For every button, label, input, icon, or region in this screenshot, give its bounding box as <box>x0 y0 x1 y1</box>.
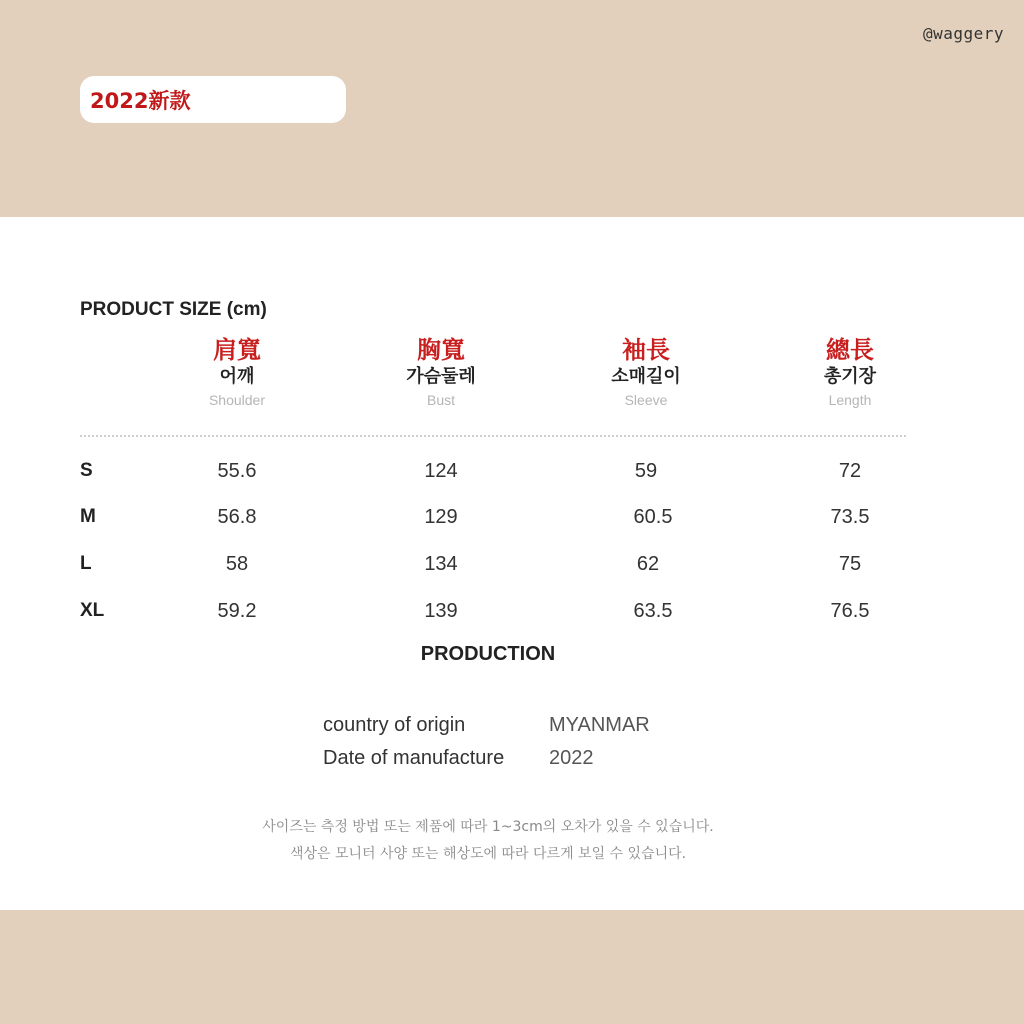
column-label-ko: 가슴둘레 <box>406 366 476 387</box>
table-cell: 62 <box>636 553 660 575</box>
column-label-zh: 胸寬 <box>417 336 465 364</box>
color-disclaimer-note: 색상은 모니터 사양 또는 해상도에 따라 다르게 보일 수 있습니다. <box>289 846 687 862</box>
table-cell: 60.5 <box>633 506 673 528</box>
table-cell: 129 <box>424 506 458 528</box>
column-header-sleeve <box>566 335 726 411</box>
column-header-length <box>770 335 930 411</box>
dotted-divider <box>80 435 906 437</box>
production-key: country of origin <box>323 714 466 736</box>
table-cell: 59.2 <box>217 600 257 622</box>
column-label-zh: 袖長 <box>622 336 670 364</box>
table-cell: 59 <box>634 460 658 482</box>
size-disclaimer-note: 사이즈는 측정 방법 또는 제품에 따라 1~3cm의 오차가 있을 수 있습니다. <box>262 819 714 835</box>
year-badge-text: 2022新款 <box>90 88 191 113</box>
table-cell: 58 <box>225 553 249 575</box>
size-info-panel <box>0 217 1024 910</box>
column-label-ko: 어깨 <box>219 366 255 387</box>
column-label-en: Shoulder <box>208 392 266 408</box>
table-cell: 55.6 <box>217 460 257 482</box>
table-cell: 56.8 <box>217 506 257 528</box>
size-label: XL <box>80 600 105 621</box>
column-label-zh: 總長 <box>826 336 874 364</box>
table-cell: 75 <box>838 553 862 575</box>
table-cell: 73.5 <box>830 506 870 528</box>
production-row <box>0 710 1024 740</box>
production-title: PRODUCTION <box>420 643 556 665</box>
table-row <box>0 596 1024 626</box>
size-label: S <box>80 460 93 481</box>
table-cell: 63.5 <box>633 600 673 622</box>
production-row <box>0 743 1024 773</box>
column-label-en: Length <box>828 392 872 408</box>
table-row <box>0 456 1024 486</box>
column-label-zh: 肩寬 <box>213 336 261 364</box>
column-header-bust <box>361 335 521 411</box>
table-cell: 139 <box>424 600 458 622</box>
year-badge <box>80 76 346 123</box>
column-label-en: Bust <box>426 392 455 408</box>
column-header-shoulder <box>157 335 317 411</box>
column-label-ko: 소매길이 <box>611 366 681 387</box>
size-label: L <box>80 553 92 574</box>
production-key: Date of manufacture <box>323 747 505 769</box>
size-label: M <box>80 506 96 527</box>
table-cell: 76.5 <box>830 600 870 622</box>
production-value: MYANMAR <box>549 714 650 736</box>
table-row <box>0 549 1024 579</box>
column-label-en: Sleeve <box>624 392 668 408</box>
column-label-ko: 총기장 <box>823 366 877 387</box>
production-value: 2022 <box>549 747 594 769</box>
table-cell: 134 <box>424 553 458 575</box>
watermark: @waggery <box>922 24 1004 43</box>
table-row <box>0 502 1024 532</box>
size-table-title: PRODUCT SIZE (cm) <box>80 299 267 320</box>
table-cell: 124 <box>424 460 458 482</box>
table-cell: 72 <box>838 460 862 482</box>
